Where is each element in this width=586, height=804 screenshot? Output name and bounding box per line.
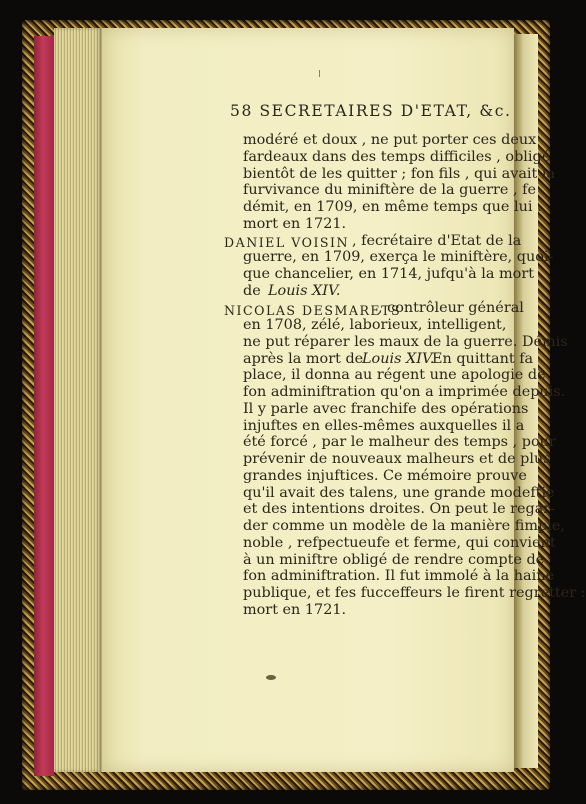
text-line: fardeaux dans des temps difficiles , obligé: [243, 148, 551, 165]
text-line: , fecrétaire d'Etat de la: [352, 232, 522, 249]
text-line: noble , refpectueufe et ferme, qui convient: [243, 534, 556, 551]
text-line: et des intentions droites. On peut le regar-: [243, 501, 556, 518]
text-line: mort en 1721.: [243, 602, 347, 618]
text-line: de: [243, 282, 261, 299]
text-line: En quittant fa: [432, 350, 534, 367]
red-endpaper: [34, 36, 54, 776]
running-head: 58 SECRETAIRES D'ETAT, &c.: [230, 102, 512, 120]
text-line: prévenir de nouveaux malheurs et de plus: [243, 451, 551, 468]
text-line: guerre, en 1709, exerça le miniftère, quoi-: [243, 249, 554, 266]
text-line: ne put réparer les maux de la guerre. Démis: [243, 333, 568, 350]
text-line-italic: Louis XIV.: [268, 282, 341, 299]
text-line: publique, et fes fucceffeurs le firent regretter :: [243, 585, 586, 602]
printer-mark: [319, 70, 320, 77]
text-line: place, il donna au régent une apologie de: [243, 367, 546, 384]
text-line: après la mort de: [243, 350, 364, 367]
text-line: en 1708, zélé, laborieux, intelligent,: [243, 317, 507, 334]
text-line: grandes injuftices. Ce mémoire prouve: [243, 467, 527, 484]
text-line-italic: Louis XIV.: [362, 350, 435, 367]
text-line: démit, en 1709, en même temps que lui :: [243, 199, 542, 216]
text-line: qu'il avait des talens, une grande modeftie: [243, 484, 555, 501]
text-line: à un miniftre obligé de rendre compte de: [243, 551, 545, 568]
text-line: modéré et doux , ne put porter ces deux: [243, 132, 537, 148]
ink-spot: [266, 675, 276, 680]
text-line: fon adminiftration qu'on a imprimée depuis.: [243, 384, 566, 401]
entry-name: NICOLAS DESMARETS: [224, 302, 402, 318]
text-line: , contrôleur général: [378, 300, 524, 317]
text-line: fon adminiftration. Il fut immolé à la haine: [243, 568, 554, 585]
text-line: der comme un modèle de la manière fimple,: [243, 518, 565, 535]
text-line: furvivance du miniftère de la guerre , fe: [243, 182, 536, 199]
page-edges: [54, 28, 102, 772]
text-line: Il y parle avec franchife des opérations: [243, 400, 529, 417]
text-line: injuftes en elles-mêmes auxquelles il a: [243, 417, 525, 434]
text-line: été forcé , par le malheur des temps , pour: [243, 434, 556, 451]
text-line: bientôt de les quitter ; fon fils , qui avait la: [243, 165, 556, 182]
text-line: que chancelier, en 1714, jufqu'à la mort: [243, 266, 534, 283]
entry-name: DANIEL VOISIN: [224, 234, 350, 250]
text-line: mort en 1721.: [243, 215, 347, 232]
